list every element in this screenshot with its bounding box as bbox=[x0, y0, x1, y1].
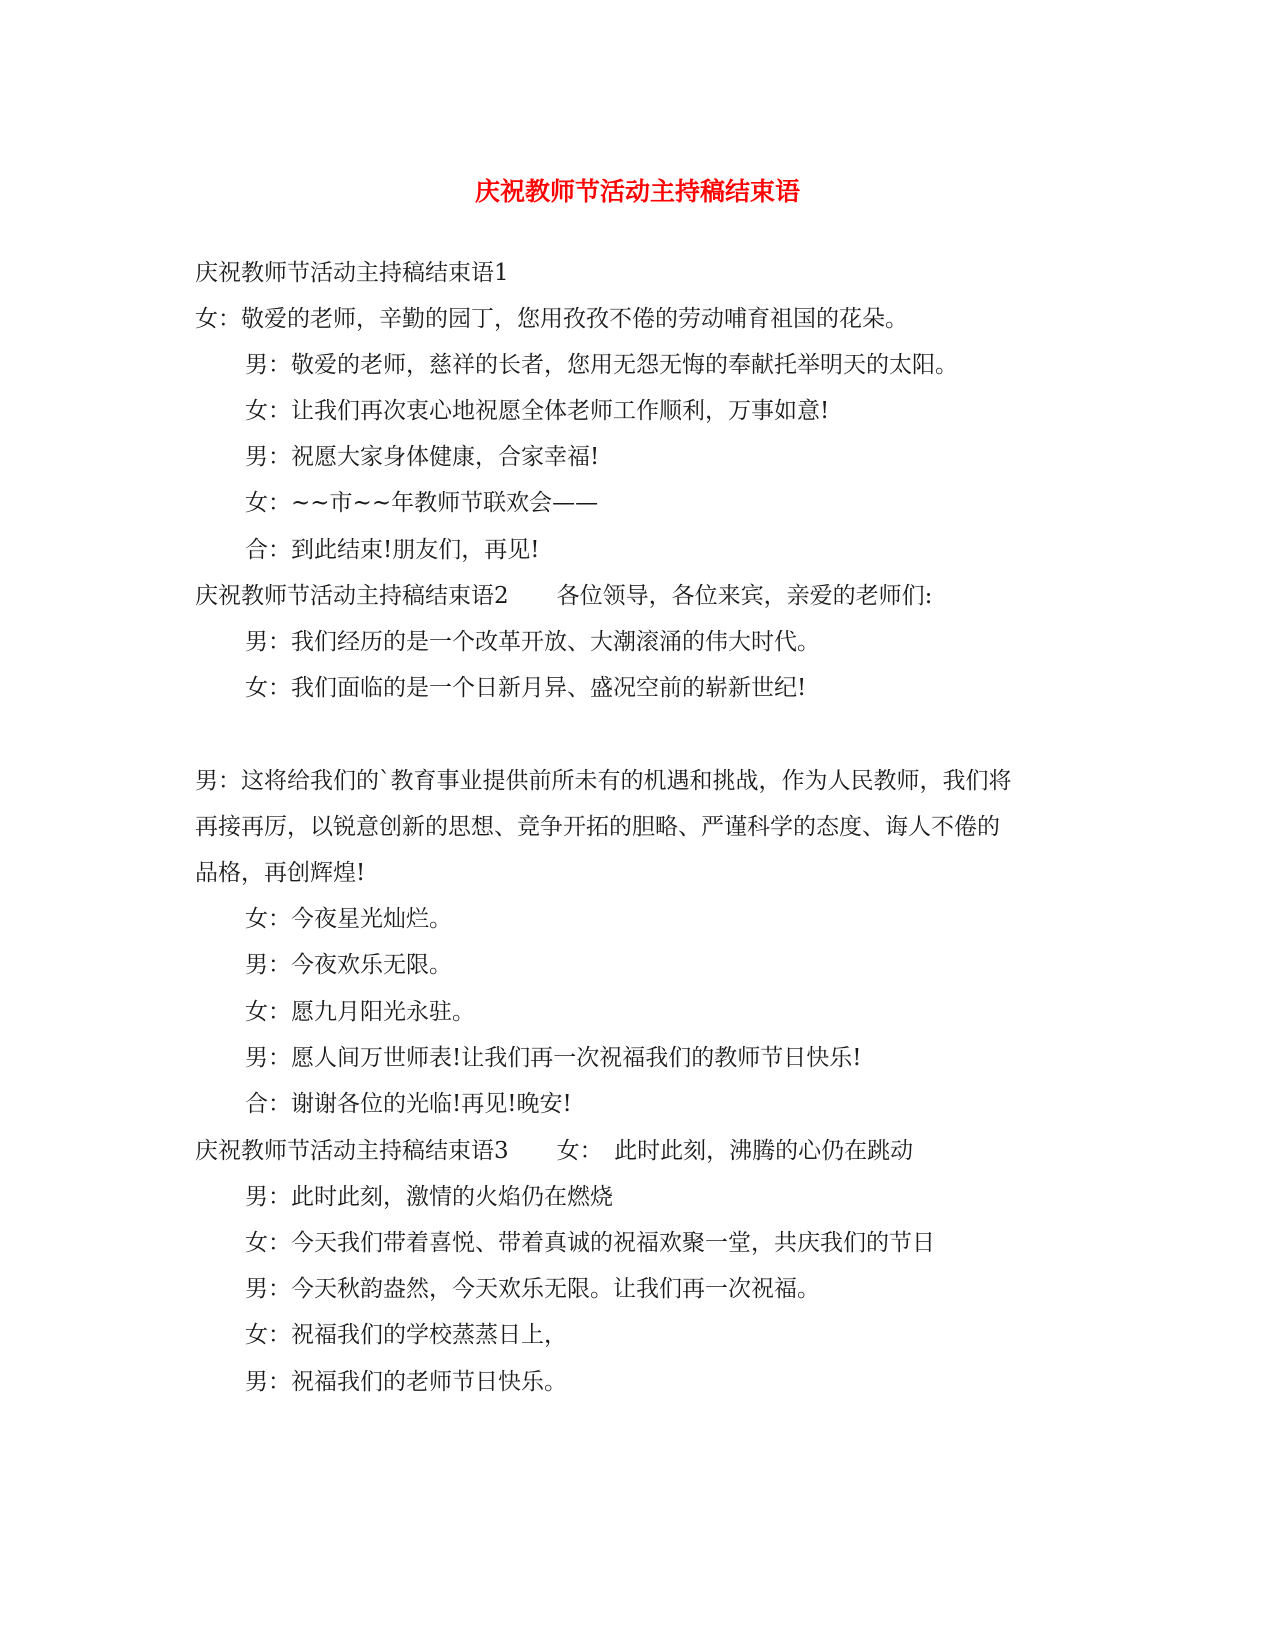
paragraph-line: 男：此时此刻，激情的火焰仍在燃烧 bbox=[245, 1184, 613, 1210]
paragraph-line: 再接再厉，以锐意创新的思想、竞争开拓的胆略、严谨科学的态度、诲人不倦的 bbox=[195, 814, 1000, 840]
paragraph-line: 品格，再创辉煌! bbox=[195, 860, 366, 886]
paragraph-line: 合：到此结束!朋友们，再见! bbox=[245, 537, 540, 563]
paragraph-line: 男：祝福我们的老师节日快乐。 bbox=[245, 1369, 567, 1395]
paragraph-line: 女：我们面临的是一个日新月异、盛况空前的崭新世纪! bbox=[245, 675, 807, 701]
document-title: 庆祝教师节活动主持稿结束语 bbox=[474, 177, 800, 206]
paragraph-line: 男：祝愿大家身体健康，合家幸福! bbox=[245, 444, 600, 470]
paragraph-line: 男：这将给我们的`教育事业提供前所未有的机遇和挑战，作为人民教师，我们将 bbox=[195, 768, 1012, 794]
paragraph-line: 女：愿九月阳光永驻。 bbox=[245, 999, 475, 1025]
section-heading-3-line bbox=[195, 1136, 913, 1166]
section-heading-2: 庆祝教师节活动主持稿结束语2 bbox=[195, 583, 509, 609]
paragraph-line: 男：敬爱的老师，慈祥的长者，您用无怨无悔的奉献托举明天的太阳。 bbox=[245, 352, 958, 378]
paragraph-line: 女：祝福我们的学校蒸蒸日上， bbox=[245, 1322, 567, 1348]
paragraph-line: 女：今天我们带着喜悦、带着真诚的祝福欢聚一堂，共庆我们的节日 bbox=[245, 1230, 935, 1256]
paragraph-line: 女：~~市~~年教师节联欢会—— bbox=[245, 490, 599, 516]
paragraph-line: 男：我们经历的是一个改革开放、大潮滚涌的伟大时代。 bbox=[245, 629, 820, 655]
paragraph-line: 男：今天秋韵盎然，今天欢乐无限。让我们再一次祝福。 bbox=[245, 1276, 820, 1302]
paragraph-line: 男：今夜欢乐无限。 bbox=[245, 952, 452, 978]
section-heading-2-line bbox=[195, 581, 932, 611]
greeting-text: 各位领导，各位来宾，亲爱的老师们: bbox=[556, 583, 933, 609]
section-heading-1: 庆祝教师节活动主持稿结束语1 bbox=[195, 260, 509, 286]
paragraph-line: 男：愿人间万世师表!让我们再一次祝福我们的教师节日快乐! bbox=[245, 1045, 862, 1071]
section-heading-3: 庆祝教师节活动主持稿结束语3 bbox=[195, 1138, 509, 1164]
paragraph-line: 女：敬爱的老师，辛勤的园丁，您用孜孜不倦的劳动哺育祖国的花朵。 bbox=[195, 306, 908, 332]
paragraph-line: 合：谢谢各位的光临!再见!晚安! bbox=[245, 1091, 572, 1117]
paragraph-line: 女：让我们再次衷心地祝愿全体老师工作顺利，万事如意! bbox=[245, 398, 830, 424]
opening-text: 女： 此时此刻，沸腾的心仍在跳动 bbox=[556, 1138, 914, 1164]
paragraph-line: 女：今夜星光灿烂。 bbox=[245, 906, 452, 932]
